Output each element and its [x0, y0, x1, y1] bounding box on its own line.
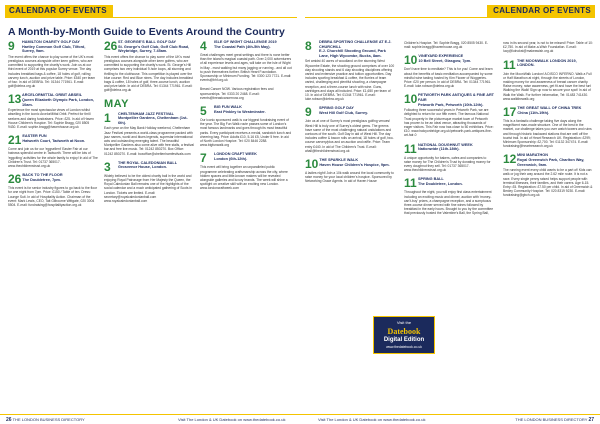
event-date: 11 — [503, 57, 516, 72]
event-date: 26 — [104, 39, 118, 53]
event-entry — [503, 106, 593, 148]
event-location: China (11th-19th). — [517, 110, 550, 115]
banner-left-label: CALENDAR OF EVENTS — [9, 6, 107, 15]
event-title: HAMILTON CHARITY GOLF DAY — [22, 40, 80, 44]
event-column — [8, 40, 98, 212]
event-entry — [104, 40, 194, 93]
event-title-block — [516, 106, 581, 115]
event-date: 10 — [404, 53, 418, 68]
event-description: Set amidst 40 acres of woodland on the stunning West Wycombe Estate, the shooting ground comprises of over 100 clay shooting stands and 6 clay shooting disciplines offering varied and extensive practice and tuition opportunities. Day includes sporting breakfast & coffee, the flurries of team varied, challenging and plentiful shooting, a champagne reception, and a three-course lunch with wine. Guns, cartridges and clays all included. Price: £1,650 per team of 10. In aid of DEBRA. Tel: 01344 771961. E-mail: luke.robson@debra.org.uk — [305, 59, 395, 102]
event-location: Royal Greenwich Park, Charlton Way, Greenwich, 9am. — [517, 158, 585, 167]
event-entry — [404, 177, 494, 215]
event-entry — [305, 106, 395, 153]
event-header — [404, 177, 494, 189]
event-location: Montpellier Gardens, Cheltenham (1st-6th). — [118, 116, 188, 125]
event-title-block — [21, 173, 62, 182]
event-description: Experience the most spectacular views of London whilst abseiling in the iconic ArcelorMittal Orbit. Perfect for thrill seekers and daring fundraisers. Price: £25. In aid of Haven House Children's Hospice. Tel: Sophie Bragg, 020 8505 9430. E-mail: sophie.bragg@havenhouse.org.uk — [8, 108, 94, 129]
event-header — [503, 59, 593, 71]
event-entry — [404, 93, 494, 137]
footer-left — [6, 417, 85, 423]
page-headline: A Month-by-Month Guide to Events Around the Country — [8, 26, 285, 38]
event-description: This is a fantastic challenge taking five days along the magnificent man-made structure. One of the best in the market, our challenge takes you over watch towers and ruins and through historic backward stations that are well off the tourist trail. In aid of Heart Research UK. Registration: £299; Minimum Sponsorship: £2,700. Tel: 01132 347474. E-mail: fundraising@heartresearch.org.uk — [503, 119, 592, 149]
event-date: 4 — [200, 39, 207, 53]
event-entry — [503, 59, 593, 101]
event-date: 26 — [8, 172, 22, 187]
datebook-promo[interactable] — [373, 316, 435, 354]
event-location: Hatworth Court, Tadworth at Noon. — [22, 138, 86, 143]
event-title-block — [516, 153, 593, 167]
event-note: Breast Cancer NOW. Various registration fees and sponsorships. Tel: 0333 20 2468. E-mail: events@breastcancernow.org — [200, 87, 274, 100]
event-location: Nationwide (11th-18th). — [418, 147, 460, 152]
event-title: ST. GEORGE'S BALL GOLF DAY — [118, 40, 177, 44]
event-description: Don't have time to meditate? This is for you! Come and learn about the benefits of basic meditation accompanied by some mindful wine tasting hosted by Kim Flower of Woggeries. Price: £20 per person. In aid of DEBRA. Tel: 01344 771961. E-mail: luke.robson@debra.org.uk — [404, 67, 493, 89]
event-date: 9 — [305, 105, 312, 120]
event-header — [305, 106, 395, 118]
event-description: Join the MoonWalk London! A DISCO INFERNO. Walk a Full or Half Marathon at night, through the streets of London, making money for and awareness of breast cancer charity. Raise money, raise awareness, get fit and have the best fun! Walking the Walk! Sign up now to secure your spot! In aid of Walk the Walk. For further information, Tel: 01483 741430. www.walkthewalk.org — [503, 71, 592, 101]
event-title: MINI MARATHON — [517, 153, 548, 158]
event-description: The event offers the chance to play some of the UK's most prestigious courses alongside other keen golfers, who are committed to supporting the charity's work. Join us at our third event of 2019 at this popular Surrey venue. The day includes breakfast bags & coffee, 18 holes of golf, rolling carvery lunch, auction and prize table. Price: £540 per team of four. In aid of DEBRA. Tel: 01344 771961. E-mail: golf@debra.org.uk — [8, 54, 96, 89]
event-entry — [503, 41, 593, 54]
event-description: Children's Hospice. Tel: Sophie Bragg, 020 8505 9430. E-mail: sophie.bragg@havenhouse.org.uk — [404, 41, 489, 50]
event-title-block — [318, 40, 395, 58]
event-location: Haven House Children's Hospice, 9pm. — [319, 162, 390, 167]
event-entry — [404, 41, 494, 49]
event-title-block — [318, 158, 389, 167]
event-date: 17 — [503, 105, 517, 120]
event-location: Grosvenor House, London. — [118, 165, 167, 170]
event-header — [503, 153, 593, 167]
event-header — [104, 161, 194, 173]
event-title-block — [213, 40, 277, 49]
event-entry — [200, 40, 292, 82]
event-title-block — [117, 40, 194, 54]
event-header — [8, 40, 98, 54]
event-header — [8, 93, 98, 107]
event-column — [305, 40, 395, 189]
event-date: 7 — [200, 151, 207, 166]
event-entry — [104, 112, 194, 156]
event-date: 10 — [404, 92, 418, 107]
event-title: PETWORTH PARK ANTIQUES & FINE ART FAIR — [418, 93, 495, 103]
event-header — [305, 158, 395, 170]
event-title: BIG FUN WALK — [214, 105, 242, 110]
event-entry — [305, 40, 395, 101]
event-location: East Pinkley to Westminster. — [214, 109, 266, 114]
banner-rule-right — [305, 17, 595, 18]
event-header — [200, 40, 292, 52]
event-title: DEBRA SPORTING CHALLENGE AT E.J. CHURCHILL — [319, 40, 392, 49]
event-description: A unique opportunity for bakers, cafes and companies to raise money for The Children's Trust by donating money for every doughnut they sell. Tel: 01737 365017. www.thechildrenstrust.org.uk — [404, 155, 491, 173]
footer-left-title: THE LONDON BUSINESS DIRECTORY — [12, 417, 85, 422]
banner-rule-left — [5, 17, 297, 18]
event-title: CHELTENHAM JAZZ FESTIVAL — [118, 111, 174, 116]
event-title: THE SPARKLE WALK — [319, 158, 359, 163]
event-location: The Coastal Path (4th-5th May). — [214, 44, 271, 49]
event-title: THE GREAT WALL OF CHINA TREK — [517, 106, 582, 111]
event-entry — [200, 87, 292, 100]
footer-right-page: 27 — [588, 417, 594, 423]
datebook-line3: Digital Edition — [383, 337, 425, 343]
event-title-block — [213, 152, 257, 161]
datebook-line2: Datebook — [387, 327, 421, 336]
event-title-block — [21, 134, 85, 143]
event-title: LONDON CRAFT WEEK — [214, 152, 257, 157]
event-column — [200, 40, 292, 196]
datebook-line1: Visit the — [396, 320, 412, 325]
section-banner-left — [5, 5, 113, 17]
event-location: Hartley Common Golf Club, Tilford, Surrey, 9am. — [22, 44, 86, 54]
footer-center-right: Visit The London & UK Datebook on www.thedatebook.co.uk — [318, 417, 426, 422]
event-column — [104, 40, 194, 208]
event-entry — [200, 105, 292, 147]
event-title: EASTER FUN — [22, 134, 47, 139]
event-description: Widely believed to be the oldest charity ball in the world and enjoying Royal Patronage from Her Majesty the Queen, the Royal Caledonian Ball remains one of the highlights of the social calendar and a much anticipated gathering of Scots in London. Tickets are limited. E-mail: secretary@royalcaledonianball.com www.royalcaledonianball.com — [104, 173, 192, 204]
event-title: ARCELORMITTAL ORBIT ABSEIL — [22, 93, 83, 98]
event-description: Great challenges meet great settings and there is none better than the island's magical coastal path. Over 2,000 adventurers of all experience levels and ages, will take on the Isle of Wight in May - most walking but many jogging or running - and all out to push themselves further. British Heart Foundation. Sponsorship or Minimum Funding. Tel: 0300 123 7721. E-mail: events@bhf.org.uk — [200, 53, 292, 83]
event-location: Queen Elizabeth Olympic Park, London, 10am. — [22, 98, 94, 107]
footer-center-left: Visit The London & UK Datebook on www.thedatebook.co.uk — [178, 417, 286, 422]
event-entry — [8, 40, 98, 88]
event-location: West Hill Golf Club, Surrey. — [319, 111, 369, 115]
event-header — [404, 93, 494, 107]
event-description: Each year on the May Bank Holiday weekend, Cheltenham Jazz Festival presents a world-class programme packed with jazz names, world and blues legends, superstar international acts and outstanding emerging talent. The beautiful Montpellier Gardens also come alive with free stalls, a festival bar and free live music. Tel: 01242 850270. Box Office: 01242 850270. E-mail: boxoffice@cheltenhamfestivals.com — [104, 126, 194, 156]
event-title-block — [21, 40, 98, 54]
event-header — [8, 134, 98, 146]
event-location: St. George's Golf Club, Golf Club Road, Weybridge, Surrey, 7.45am. — [118, 44, 190, 54]
event-header — [305, 40, 395, 58]
event-title: BACK TO THE FLOOR — [22, 173, 63, 178]
event-title-block — [21, 93, 98, 107]
event-date: 1 — [104, 110, 111, 125]
event-header — [104, 40, 194, 54]
event-title: NATIONAL DOUGHNUT WEEK — [418, 142, 473, 147]
event-header — [503, 106, 593, 118]
event-title: THE ROYAL CALEDONIAN BALL — [118, 160, 178, 165]
event-description: now in its second year, is not to be missed! Price: Table of 10: £2,750. In aid of Make-a-Wish Foundation. E-mail: lucy@lolnokst@makeawish.org.uk — [503, 41, 593, 54]
event-date: 9 — [8, 39, 15, 53]
datebook-line4: www.thedatebook.co.uk — [386, 345, 422, 349]
event-column — [503, 40, 593, 203]
event-title: THE MOONWALK LONDON 2019, LONDON. — [517, 58, 577, 68]
event-location: 10 Bell Street, Glasgow, 7pm. — [418, 59, 472, 63]
event-date: 21 — [8, 133, 22, 148]
event-entry — [404, 143, 494, 173]
event-title-block — [117, 112, 194, 126]
event-description: Join us at one of Surrey's most prestigious golfing venues! West Hill is truly one of Surrey's oldest gems. The greens have some of the most challenging natural undulations and contours of the south. Golf Day in aid of West Hill. The day includes coffee & bacon rolls on arrival, 18 holes of golf, two-course carvery/plus and an auction and raffle. Price: Team entry £440. In aid of The Children's Trust. E-mail: ahall@thechildrenstrust.org.uk — [305, 119, 394, 153]
event-header — [200, 105, 292, 117]
event-entry — [8, 134, 98, 168]
event-description: Throughout the night, you will enjoy first class entertainment including an exciting music and dinner, auction with 'money-can't-buy' prizes, a champagne reception, and a sumptuous three-course dinner served with fine wines followed by breakfast in the early hours. Brought to you by the committee that previously hosted the Valentine's Ball, the Spring Ball, — [404, 190, 494, 216]
event-date: 13 — [8, 92, 22, 107]
event-description: Our iconic sponsored walk is our biggest fundraising event of the year. The Big Fun Walk route passes some of London's most famous landmarks and goes through its most beautiful parks. Every participant receives a medal, sandwich lunch and cheering bag. Price: Adults £10, 5-16 £5, Under 5 free. In aid of North London Hospice. Tel: 020 8446 2288. www.bigfunwalk.org — [200, 118, 292, 148]
event-description: Following three successful years in Petworth Park, we are delighted to return for our fifth event. The famous National Trust property in the picturesque market town of Petworth has proven to be an ideal venue, attracting thousands of eager visitors. This Fair now has close to 50 exhibitors. Price: £10. www.halcyonbridge.org.uk/petworth-park-antiques-fine-art-fair-0 — [404, 108, 494, 138]
event-date: 10 — [305, 157, 319, 172]
event-title: SPRING GOLF DAY — [319, 106, 354, 111]
event-title-block — [318, 106, 368, 115]
event-date: 11 — [404, 141, 417, 156]
event-date: 8 — [305, 39, 312, 53]
event-header — [200, 152, 292, 164]
event-entry — [8, 173, 98, 207]
event-entry — [8, 93, 98, 129]
event-title-block — [417, 54, 471, 63]
footer-left-page: 26 — [6, 417, 12, 423]
event-title: ISLE OF WIGHT CHALLENGE 2019 — [214, 40, 277, 44]
event-description: The running event every child wants to be a part of! Kids can walk or jog their way around the 2.62 mile route. It is not a race. Every single penny raised helps support people with terminal illnesses, their families, and their carers. Age 6-15. Entry: £5. Registration: £7.50 per child. In aid of Greenwich & Bexley Community Hospice. Tel: 020 8319 9230. E-mail: fundraising@gbch.org.uk — [503, 168, 593, 198]
event-location: E.J. Churchill Shooting Ground, Park Lane, High Wycombe, Bucks, 8am. — [319, 49, 386, 58]
event-description: This event will bring together an unparalleled public programme celebrating craftsmanship across the city, where hidden spaces and little-known makers will be revealed alongside galleries and luxury brands. The week will shine a spotlight on creative skill with an exciting new London. www.londoncraftweek.com — [200, 165, 288, 191]
page-footer — [0, 414, 600, 424]
event-entry — [200, 152, 292, 190]
event-location: London (6th-12th). — [214, 157, 248, 162]
event-title: SPRING BALL — [418, 177, 444, 182]
event-location: The Doubletree, 7pm. — [22, 177, 61, 182]
event-title-block — [417, 143, 473, 152]
footer-right — [515, 417, 594, 423]
event-title: VINEYARD EXPERIENCE — [418, 54, 464, 59]
event-header — [404, 54, 494, 66]
event-title-block — [417, 177, 463, 186]
footer-right-title: THE LONDON BUSINESS DIRECTORY — [515, 417, 588, 422]
event-header — [8, 173, 98, 185]
event-entry — [104, 161, 194, 203]
event-title-block — [213, 105, 266, 114]
event-entry — [503, 153, 593, 197]
event-date: 12 — [503, 152, 517, 167]
month-heading: MAY — [104, 97, 129, 110]
event-description: A ladies night! Join a 10k walk around the local community to raise money for your local children's hospice. Sponsored by Networking Grace Agents. In aid of Haven House — [305, 171, 394, 184]
event-title-block — [417, 93, 494, 107]
event-location: Petworth Park, Petworth (10th-12th). — [418, 102, 484, 107]
event-title-block — [117, 161, 177, 170]
event-description: Come and join us for our 'eggsellent' Easter Fair at our hatrows splendid centre in Tadworth. There will be lots of 'eggciting' activities for the whole family to enjoy! In aid of The Children's Trust. Tel: 01737 365017. www.thechildrenstrust.org.uk — [8, 147, 98, 169]
event-date: 5 — [200, 104, 207, 119]
banner-right-label: CALENDAR OF EVENTS — [493, 6, 591, 15]
event-header — [404, 143, 494, 155]
event-entry — [305, 158, 395, 184]
event-header — [104, 112, 194, 126]
event-title-block — [516, 59, 593, 68]
section-banner-right — [487, 5, 595, 17]
event-description: This event offers the chance to play some of the UK's most prestigious courses alongside other keen golfers, who are committed to supporting the charity's work. St. George's Hill comprises two very individual 9-hole loops, all stunning and thrilling to the clubhouse. This competition is played over the blue course: Red and Blue nines. The day includes breakfast bags & coffee, 18 holes of golf, three-course lunch, auction and prize table. In aid of DEBRA. Tel: 01344 771961. E-mail: golf@debra.org.uk — [104, 54, 193, 93]
event-column — [404, 40, 494, 221]
event-date: 3 — [104, 159, 111, 174]
event-description: This event is for senior industry figures to go back to the floor for one night from 7pm. Price: £150 / Table of ten. Dress: Lounge Suit. In aid of Hospitality Action. Chairman of the event: Mark Lewis, CEO, Tait Gilbourne Wittgate, 020 3004 5504. E-mail: fundraising@hospitalityaction.org.uk — [8, 186, 98, 208]
event-date: 11 — [404, 176, 417, 191]
event-location: The Doubletree, London. — [418, 182, 463, 187]
event-entry — [404, 54, 494, 88]
